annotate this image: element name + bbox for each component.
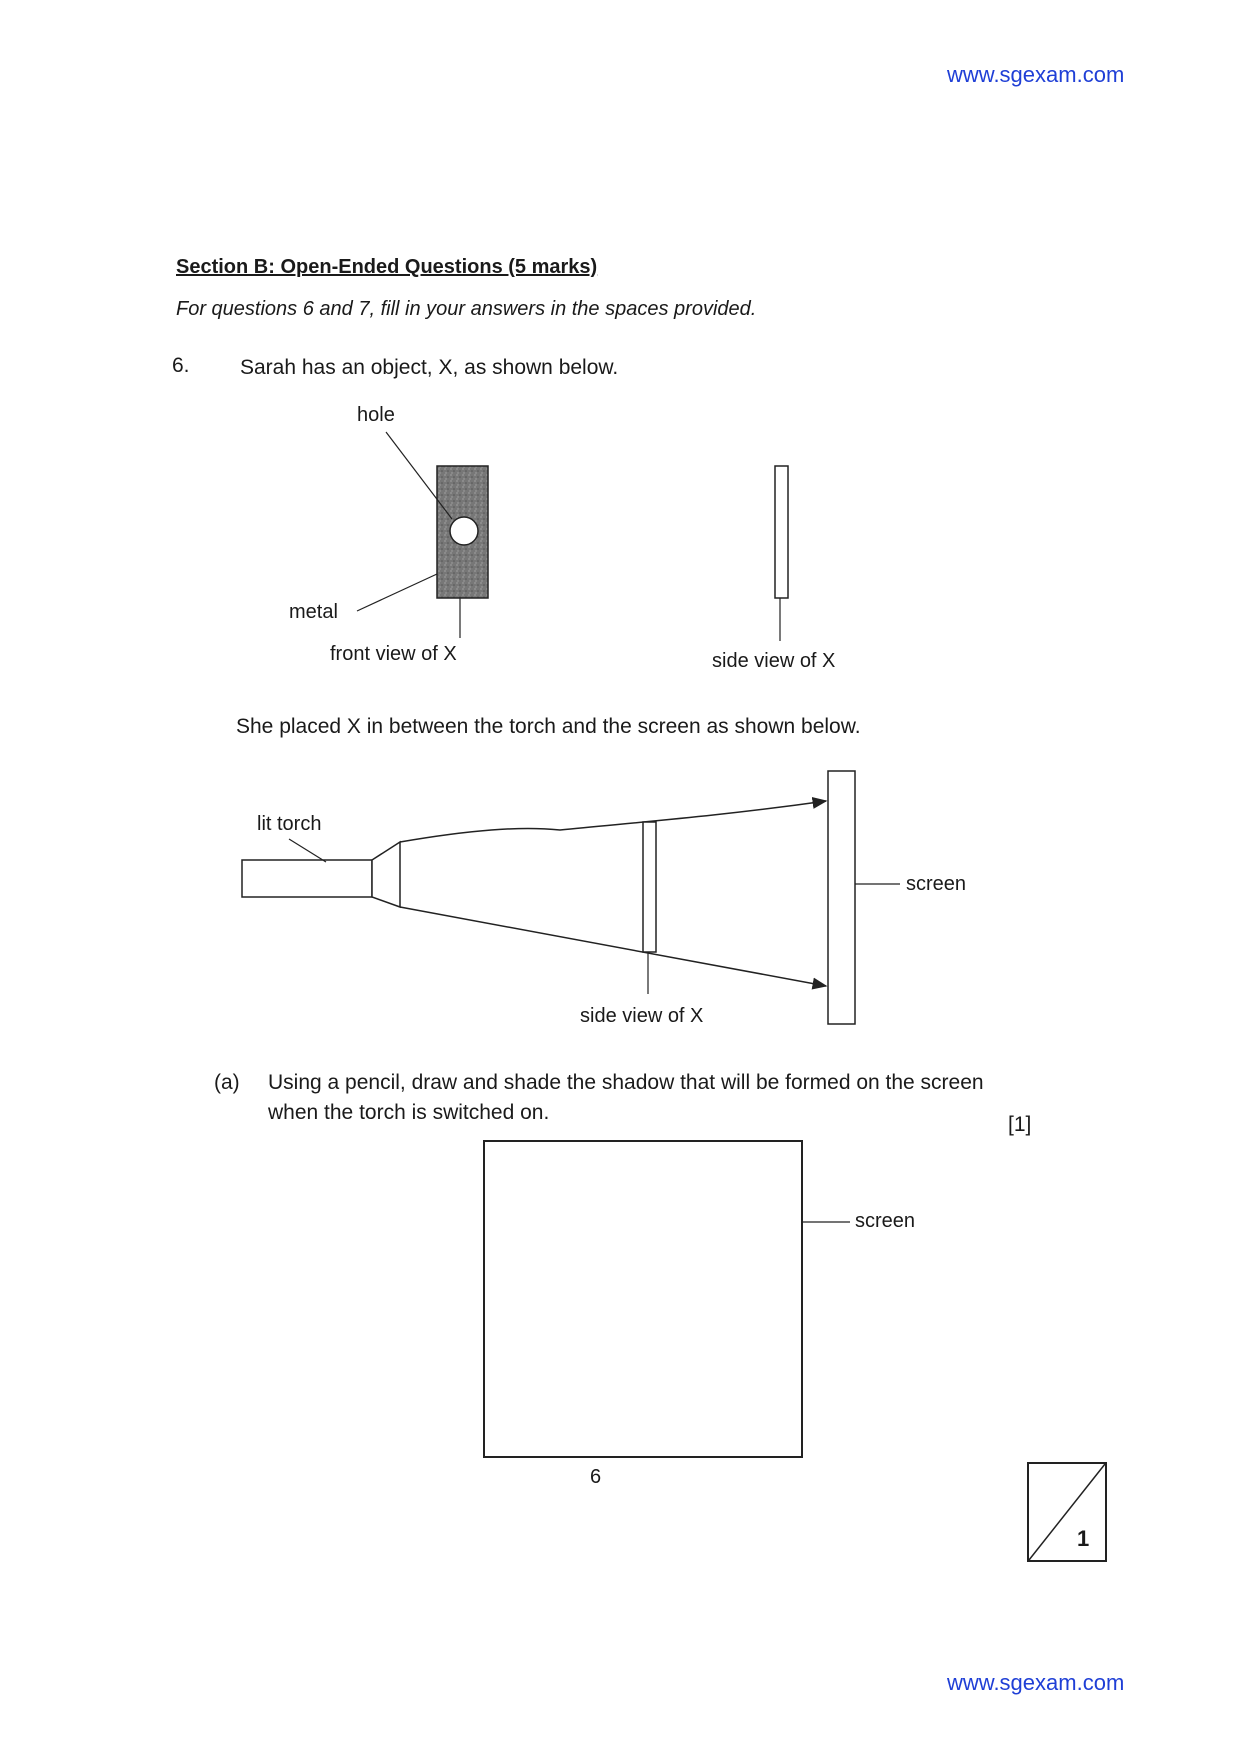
lit-torch-label: lit torch: [257, 813, 322, 835]
side-view-x-label: side view of X: [580, 1005, 704, 1027]
front-view-label: front view of X: [330, 643, 457, 665]
question-setup: She placed X in between the torch and the screen as shown below.: [236, 715, 861, 738]
part-a-line2: when the torch is switched on.: [268, 1101, 550, 1124]
mark-box-score: 1: [1077, 1526, 1090, 1551]
question-number: 6.: [172, 354, 190, 377]
screen-label: screen: [906, 873, 967, 895]
answer-screen-label: screen: [855, 1210, 916, 1232]
side-view-label: side view of X: [712, 650, 836, 672]
hole-label: hole: [357, 404, 395, 426]
part-a-line1: Using a pencil, draw and shade the shadow that will be formed on the screen: [268, 1071, 984, 1094]
section-instructions: For questions 6 and 7, fill in your answers in the spaces provided.: [176, 298, 757, 320]
header-url[interactable]: www.sgexam.com: [947, 62, 1125, 87]
part-a-marks: [1]: [1008, 1113, 1032, 1136]
part-a-letter: (a): [214, 1071, 240, 1094]
section-title: Section B: Open-Ended Questions (5 marks): [176, 256, 598, 278]
footer-url[interactable]: www.sgexam.com: [947, 1670, 1125, 1695]
page-number: 6: [590, 1466, 602, 1488]
question-intro: Sarah has an object, X, as shown below.: [240, 356, 619, 379]
metal-label: metal: [289, 601, 338, 623]
mark-box-diagonal: [1027, 1462, 1107, 1562]
mark-box: [1027, 1462, 1107, 1562]
